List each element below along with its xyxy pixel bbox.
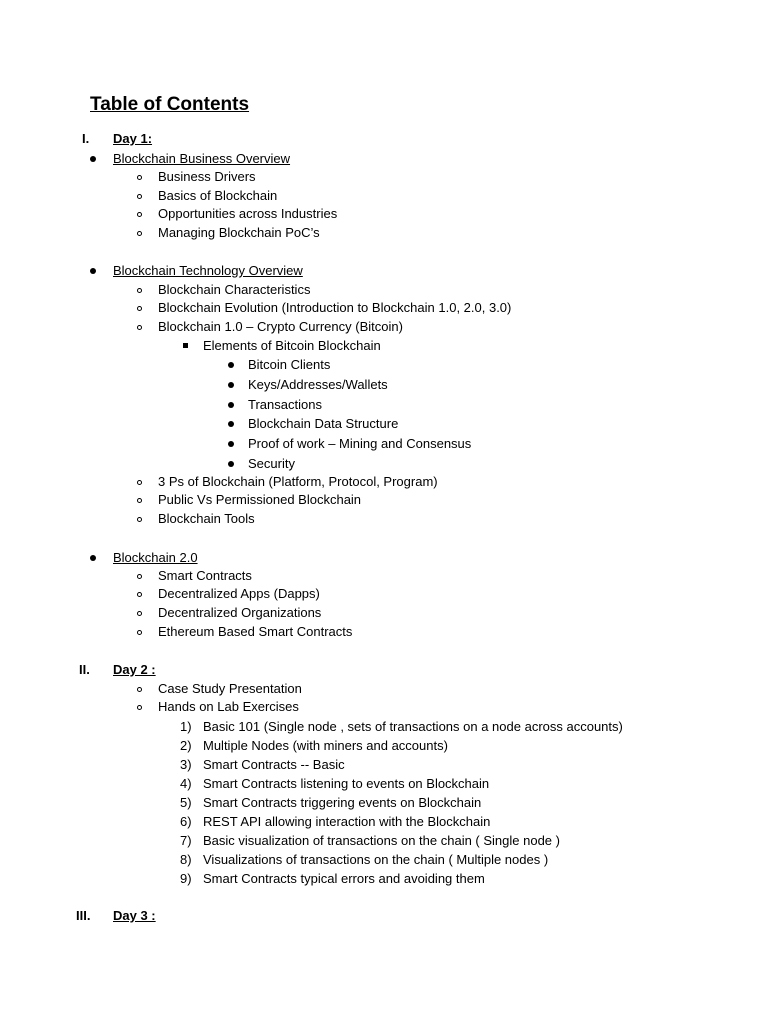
lab-item: REST API allowing interaction with the Blockchain [203,814,491,829]
bullet-icon [228,441,234,447]
circle-bullet-icon [137,574,142,579]
lab-item: Smart Contracts triggering events on Blockchain [203,795,482,810]
circle-bullet-icon [137,175,142,180]
circle-bullet-icon [137,611,142,616]
sub-list-item: Proof of work – Mining and Consensus [248,436,472,451]
sub-list-item: Security [248,456,295,471]
list-item: Ethereum Based Smart Contracts [158,624,353,639]
day3-label: Day 3 : [113,908,156,923]
circle-bullet-icon [137,705,142,710]
sub-list-item: Blockchain Data Structure [248,416,399,431]
circle-bullet-icon [137,306,142,311]
list-item: Managing Blockchain PoC’s [158,225,320,240]
bullet-icon [228,461,234,467]
lab-number: 5) [180,795,192,810]
page-title: Table of Contents [90,94,250,115]
list-item: Decentralized Organizations [158,605,322,620]
list-item: Blockchain 1.0 – Crypto Currency (Bitcoin) [158,319,403,334]
lab-number: 9) [180,871,192,886]
list-item: Public Vs Permissioned Blockchain [158,492,362,507]
lab-number: 3) [180,757,192,772]
bullet-icon [90,555,96,561]
section-heading: Blockchain 2.0 [113,550,198,565]
lab-item: Basic 101 (Single node , sets of transactions on a node across accounts) [203,719,623,734]
circle-bullet-icon [137,687,142,692]
lab-number: 7) [180,833,192,848]
list-item: Decentralized Apps (Dapps) [158,586,320,601]
sub-list-item: Keys/Addresses/Wallets [248,377,388,392]
section-heading: Blockchain Technology Overview [113,263,303,278]
bullet-icon [228,382,234,388]
list-item: Hands on Lab Exercises [158,699,299,714]
bullet-icon [228,402,234,408]
day2-label: Day 2 : [113,662,156,677]
bullet-icon [228,362,234,368]
list-item: Case Study Presentation [158,681,302,696]
list-item: Smart Contracts [158,568,252,583]
lab-item: Multiple Nodes (with miners and accounts) [203,738,448,753]
list-item: Opportunities across Industries [158,206,338,221]
circle-bullet-icon [137,630,142,635]
list-item: Blockchain Tools [158,511,255,526]
day3-numeral: III. [76,908,91,923]
circle-bullet-icon [137,194,142,199]
sub-list-item: Bitcoin Clients [248,357,331,372]
lab-number: 4) [180,776,192,791]
bullet-icon [90,156,96,162]
lab-item: Smart Contracts -- Basic [203,757,345,772]
circle-bullet-icon [137,288,142,293]
list-item: Blockchain Characteristics [158,282,311,297]
lab-item: Smart Contracts listening to events on Blockchain [203,776,490,791]
circle-bullet-icon [137,231,142,236]
day1-label: Day 1: [113,131,153,146]
circle-bullet-icon [137,325,142,330]
circle-bullet-icon [137,592,142,597]
lab-item: Smart Contracts typical errors and avoiding them [203,871,485,886]
list-item: Blockchain Evolution (Introduction to Blockchain 1.0, 2.0, 3.0) [158,300,512,315]
sub-heading: Elements of Bitcoin Blockchain [203,338,381,353]
circle-bullet-icon [137,480,142,485]
section-heading: Blockchain Business Overview [113,151,291,166]
lab-number: 1) [180,719,192,734]
circle-bullet-icon [137,212,142,217]
square-bullet-icon [183,343,188,348]
day1-numeral: I. [82,131,90,146]
bullet-icon [90,268,96,274]
day2-numeral: II. [79,662,90,677]
list-item: Business Drivers [158,169,256,184]
lab-number: 6) [180,814,192,829]
lab-item: Visualizations of transactions on the chain ( Multiple nodes ) [203,852,549,867]
sub-list-item: Transactions [248,397,322,412]
bullet-icon [228,421,234,427]
list-item: Basics of Blockchain [158,188,278,203]
lab-number: 2) [180,738,192,753]
lab-item: Basic visualization of transactions on the chain ( Single node ) [203,833,560,848]
list-item: 3 Ps of Blockchain (Platform, Protocol, Program) [158,474,438,489]
circle-bullet-icon [137,517,142,522]
circle-bullet-icon [137,498,142,503]
lab-number: 8) [180,852,192,867]
